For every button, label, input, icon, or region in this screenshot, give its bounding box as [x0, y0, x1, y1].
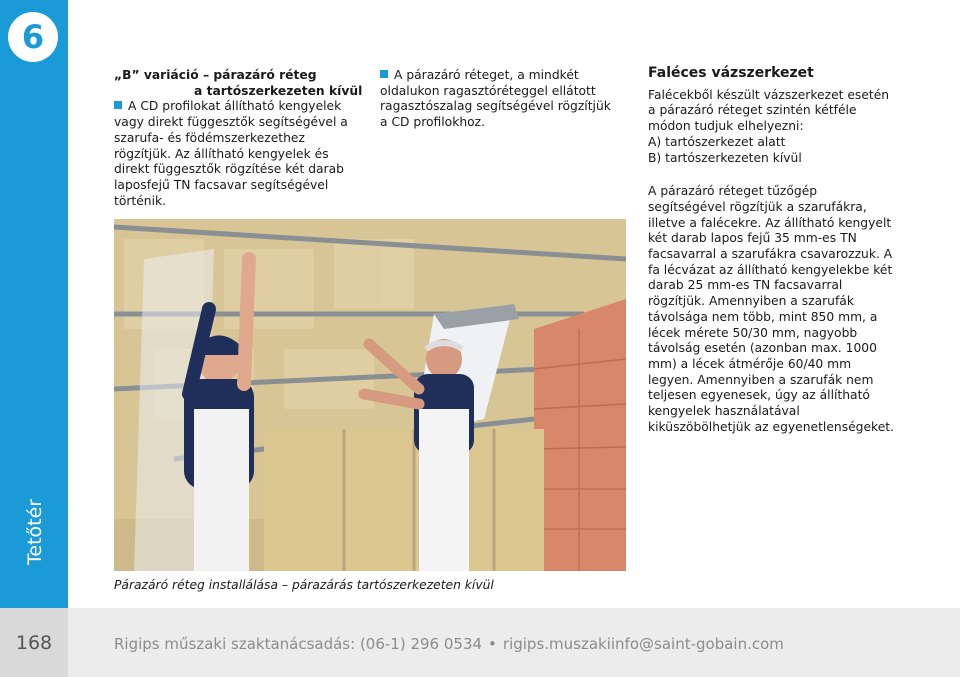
- chapter-label: Tetőtér: [24, 498, 46, 565]
- column-b-variation: [114, 68, 364, 209]
- option-b: B) tartószerkezeten kívül: [648, 150, 802, 165]
- wood-frame-heading: Faléces vázszerkezet: [648, 65, 814, 81]
- cd-profile-text: A CD profilokat állítható kengyelek vagy direkt függesztők segítségével a szarufa- és födémszerkezethez rögzítjük. Az állítható kengyelek és direkt függesztők rögzítése két darab laposfejű TN facsavar segítségével történik.: [114, 99, 348, 208]
- footer-contact: [114, 635, 784, 653]
- wood-frame-body: A párazáró réteget tűzőgép segítségével rögzítjük a szarufákra, illetve a falécekre. Az állítható kengyelt két darab lapos fejű 35 mm-es TN facsavarral a szarufákra csavarozzuk. A fa lécvázat az állítható kengyelekbe két darab 25 mm-es TN facsavarral rögzítjük. Amennyiben a szarufák távolsága nem több, mint 850 mm, a lécek mérete 50/30 mm, nagyobb távolság esetén (azonban max. 1000 mm) a lécek átmérője 60/40 mm legyen. Amennyiben a szarufák nem teljesen egyenesek, úgy az állítható kengyelek használatával kiküszöbölhetjük az egyenetlenségeket.: [648, 184, 895, 434]
- bullet-separator-icon: •: [488, 635, 497, 653]
- page-number: 168: [0, 608, 68, 677]
- b-variation-title-line1: „B” variáció – párazáró réteg: [114, 68, 317, 82]
- vapor-barrier-paragraph: [380, 68, 612, 131]
- chapter-sidebar: [0, 0, 68, 608]
- option-a: A) tartószerkezet alatt: [648, 134, 786, 149]
- column-wood-frame: [648, 66, 898, 435]
- chapter-number: 6: [8, 12, 58, 62]
- cd-profile-paragraph: [114, 99, 364, 209]
- contact-email: rigips.muszakiinfo@saint-gobain.com: [502, 635, 784, 653]
- installation-photo: [114, 219, 626, 571]
- column-vapor-barrier: [380, 68, 612, 131]
- bullet-square-icon: [380, 70, 388, 78]
- bullet-square-icon: [114, 101, 122, 109]
- b-variation-title-line2: a tartószerkezeten kívül: [194, 83, 363, 98]
- photo-caption: Párazáró réteg installálása – párazárás tartószerkezeten kívül: [114, 578, 494, 592]
- wood-frame-intro: Falécekből készült vázszerkezet esetén a párazáró réteget szintén kétféle módon tudjuk elhelyezni:: [648, 87, 890, 134]
- contact-label: Rigips műszaki szaktanácsadás: (06-1) 296 0534: [114, 635, 483, 653]
- vapor-barrier-text: A párazáró réteget, a mindkét oldalukon ragasztóréteggel ellátott ragasztószalag segítségével rögzítjük a CD profilokhoz.: [380, 68, 611, 130]
